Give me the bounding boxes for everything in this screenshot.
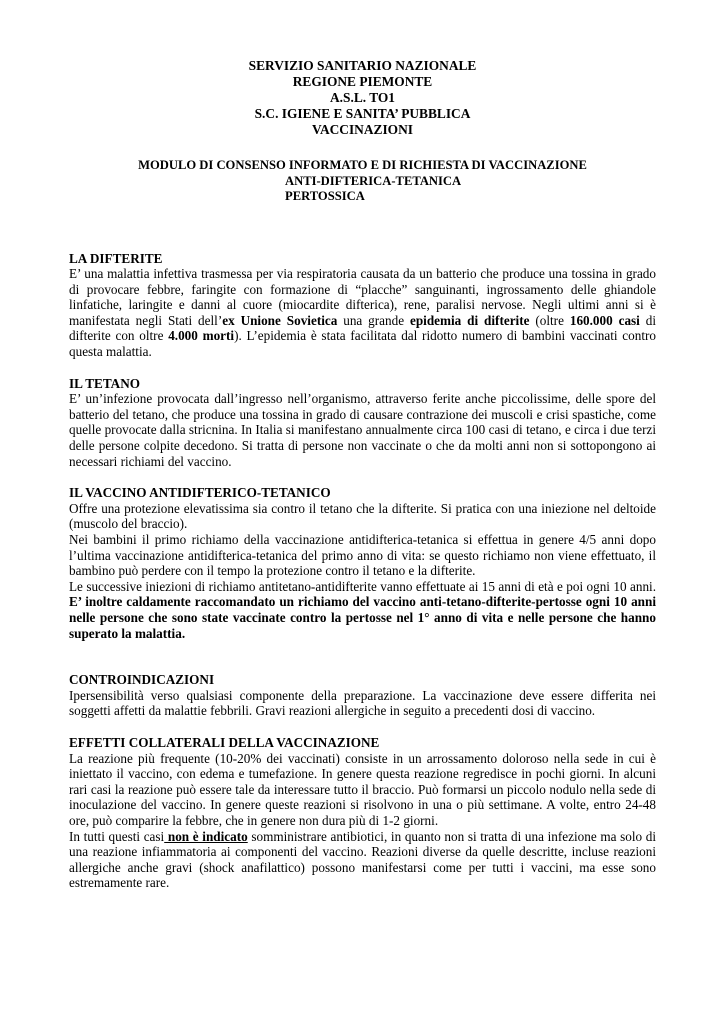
paragraph-vaccino-2: Nei bambini il primo richiamo della vaccinazione antidifterica-tetanica si effettua in genere 4/5 anni dopo l’ultima vaccinazione antidifterica-tetanica del primo anno di vita: se questo richiamo non viene effettuato, il bambino può perdere con il tempo la protezione contro il tetano e la difterite. [69, 532, 656, 579]
paragraph-effetti-2: In tutti questi casi non è indicato somministrare antibiotici, in quanto non si tratta di una infezione ma solo di una reazione infiammatoria ai componenti del vaccino. Reazioni diverse da quelle descritte, incluse reazioni allergiche anche gravi (shock anafilattico) possono manifestarsi come per tutti i vaccini, ma esse sono estremamente rare. [69, 828, 656, 891]
section-tetano [69, 376, 656, 470]
form-title [69, 158, 656, 205]
section-title-controindicazioni: CONTROINDICAZIONI [69, 672, 215, 688]
document-header [69, 58, 656, 138]
section-title-difterite: LA DIFTERITE [69, 250, 163, 266]
header-line-asl: A.S.L. TO1 [330, 90, 395, 105]
paragraph-vaccino-1: Offre una protezione elevatissima sia contro il tetano che la difterite. Si pratica con una iniezione nel deltoide (muscolo del braccio). [69, 500, 656, 532]
section-title-tetano: IL TETANO [69, 375, 140, 391]
form-title-line-1: MODULO DI CONSENSO INFORMATO E DI RICHIESTA DI VACCINAZIONE [138, 158, 587, 172]
form-title-line-2: ANTI-DIFTERICA-TETANICA [285, 173, 462, 188]
section-title-vaccino: IL VACCINO ANTIDIFTERICO-TETANICO [69, 485, 331, 501]
header-line-service: VACCINAZIONI [312, 122, 413, 137]
section-effetti [69, 735, 656, 891]
header-line-region: REGIONE PIEMONTE [292, 74, 433, 89]
section-controindicazioni [69, 672, 656, 719]
paragraph-controindicazioni: Ipersensibilità verso qualsiasi componente della preparazione. La vaccinazione deve essere differita nei soggetti affetti da malattie febbrili. Gravi reazioni allergiche in seguito a precedenti dosi di vaccino. [69, 687, 656, 719]
paragraph-effetti-1: La reazione più frequente (10-20% dei vaccinati) consiste in un arrossamento doloroso nella sede in cui è iniettato il vaccino, con edema e tumefazione. In genere questa reazione regredisce in pochi giorni. In alcuni rari casi la reazione può essere tale da interessare tutto il braccio. Può formarsi un piccolo nodulo nella sede di inoculazione del vaccino. In genere queste reazioni si risolvono in una o più settimane. A volte, entro 24-48 ore, può comparire la febbre, che in genere non dura più di 1-2 giorni. [69, 750, 656, 828]
paragraph-vaccino-3: Le successive iniezioni di richiamo antitetano-antidifterite vanno effettuate ai 15 anni di età e poi ogni 10 anni. E’ inoltre caldamente raccomandato un richiamo del vaccino anti-tetano-difterite-pertosse ogni 10 anni nelle persone che sono state vaccinate contro la pertosse nel 1° anno di vita e nelle persone che hanno superato la malattia. [69, 578, 656, 641]
paragraph-difterite: E’ una malattia infettiva trasmessa per via respiratoria causata da un batterio che produce una tossina in grado di provocare febbre, faringite con formazione di “placche” sanguinanti, ingrossamento delle ghiandole linfatiche, laringite e danni al cuore (miocardite difterica), rene, paralisi nervose. Negli ultimi anni si è manifestata negli Stati dell’ex Unione Sovietica una grande epidemia di difterite (oltre 160.000 casi di difterite con oltre 4.000 morti). L’epidemia è stata facilitata dal ridotto numero di bambini vaccinati contro questa malattia. [69, 266, 657, 360]
form-title-line-3: PERTOSSICA [285, 189, 365, 203]
paragraph-tetano: E’ un’infezione provocata dall’ingresso nell’organismo, attraverso ferite anche piccolissime, delle spore del batterio del tetano, che produce una tossina in grado di causare contrazione dei muscoli e crisi spastiche, come quelle provocate dalla stricnina. In Italia si manifestano annualmente circa 100 casi di tetano, e circa i due terzi delle persone colpite decedono. Si tratta di persone non vaccinate o che da molti anni non si sottopongono ai necessari richiami del vaccino. [69, 391, 656, 469]
section-title-effetti: EFFETTI COLLATERALI DELLA VACCINAZIONE [69, 734, 380, 750]
section-difterite [69, 251, 656, 360]
section-vaccino [69, 485, 656, 641]
header-line-ssn: SERVIZIO SANITARIO NAZIONALE [248, 58, 477, 73]
header-line-department: S.C. IGIENE E SANITA’ PUBBLICA [254, 106, 471, 121]
